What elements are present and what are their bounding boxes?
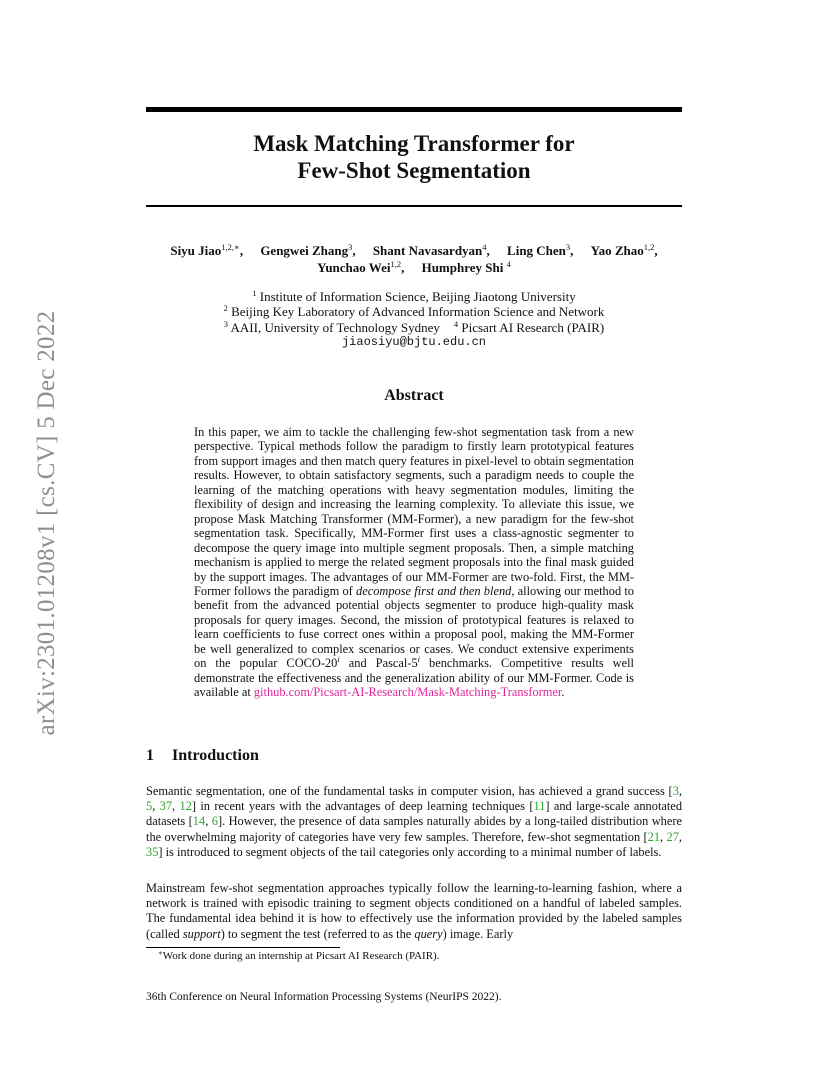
citation-link[interactable]: 6 — [211, 814, 218, 829]
footnote: ∗Work done during an internship at Picsart AI Research (PAIR). — [158, 949, 440, 962]
intro-paragraph-1: Semantic segmentation, one of the fundamental tasks in computer vision, has achieved a grand success [3, 5, 37, 12] in recent years with the advantages of deep learning techniques [11] and large-scale annotated datasets [14, 6]. However, the presence of data samples naturally abides by a long-tailed distribution where the overwhelming majority of categories have very few samples. Therefore, few-shot segmentation [21, 27, 35] is introduced to segment objects of the tail categories only according to a minimal number of labels. — [146, 784, 683, 859]
citation-link[interactable]: 5 — [146, 799, 153, 814]
affiliation: $^2$ Beijing Key Laboratory of Advanced Information Science and Network — [223, 303, 605, 320]
abstract-body: In this paper, we aim to tackle the challenging few-shot segmentation task from a new perspective. Typical methods follow the paradigm to firstly learn prototypical features from support images and then match query features in pixel-level to obtain segmentation results. However, to obtain satisfactory segments, such a paradigm needs to couple the learning of the matching operations with heavy segmentation modules, limiting the flexibility of design and increasing the learning complexity. To alleviate this issue, we propose Mask Matching Transformer (MM-Former), a new paradigm for the few-shot segmentation task. Specifically, MM-Former first uses a class-agnostic segmenter to decompose the query image into multiple segment proposals. Then, a simple matching mechanism is applied to merge the related segment proposals into the final mask guided by the support images. The advantages of our MM-Former are two-fold. First, the MM-Former follows the paradigm of decompose first and then blend, allowing our method to benefit from the advanced potential objects segmenter to produce high-quality mask proposals for query images. Second, the mission of prototypical features is relaxed to learn coefficients to fuse correct ones within a proposal pool, making the MM-Former be well generalized to complex scenarios or cases. We conduct extensive experiments on the popular COCO-20$^i$ and Pascal-5$^i$ benchmarks. Competitive results well demonstrate the effectiveness and the generalization ability of our MM-Former. Code is available at github.com/Picsart-AI-Research/Mask-Matching-Transformer. — [194, 425, 634, 700]
author-list — [150, 242, 678, 276]
affiliation: $^3$ AAII, University of Technology Sydney $^4$ Picsart AI Research (PAIR) — [223, 318, 605, 335]
author: Shant Navasardyan$^4$, — [372, 242, 490, 258]
affiliation: $^1$ Institute of Information Science, Beijing Jiaotong University — [252, 288, 576, 304]
contact-email: jiaosiyu@bjtu.edu.cn — [341, 335, 487, 350]
paper-title — [146, 130, 682, 184]
abstract-heading: Abstract — [384, 387, 444, 404]
author: Yao Zhao$^{1,2}$, — [590, 242, 658, 258]
citation-link[interactable]: 21 — [647, 829, 661, 844]
citation-link[interactable]: 3 — [672, 784, 679, 798]
section-heading-introduction: 1 Introduction — [146, 747, 259, 764]
citation-link[interactable]: 14 — [192, 814, 206, 829]
title-top-rule — [146, 107, 682, 112]
abstract-emphasis: decompose first and then blend — [356, 583, 512, 598]
author: Yunchao Wei$^{1,2}$, — [317, 259, 405, 275]
affiliation-list — [146, 289, 682, 351]
conference-footer: 36th Conference on Neural Information Processing Systems (NeurIPS 2022). — [146, 991, 502, 1003]
footnote-rule — [146, 947, 340, 948]
intro-paragraph-2: Mainstream few-shot segmentation approaches typically follow the learning-to-learning fashion, where a network is trained with episodic training to segment objects conditioned on a handful of labeled samples. The fundamental idea behind it is how to effectively use the information provided by the labeled samples (called support) to segment the test (referred to as the query) image. Early — [146, 881, 682, 941]
author: Gengwei Zhang$^3$, — [260, 242, 356, 258]
citation-link[interactable]: 35 — [146, 844, 159, 859]
title-line-2: Few-Shot Segmentation — [297, 158, 531, 183]
author: Humphrey Shi $^4$ — [421, 259, 511, 275]
citation-link[interactable]: 27 — [666, 829, 679, 844]
citation-link[interactable]: 12 — [179, 799, 192, 814]
arxiv-identifier-sidebar: arXiv:2301.01208v1 [cs.CV] 5 Dec 2022 — [33, 310, 60, 736]
title-bottom-rule — [146, 205, 682, 207]
title-line-1: Mask Matching Transformer for — [253, 131, 575, 156]
author: Siyu Jiao$^{1,2,∗}$, — [170, 242, 244, 258]
citation-link[interactable]: 11 — [533, 799, 546, 814]
author: Ling Chen$^3$, — [507, 242, 574, 258]
code-repository-link[interactable]: github.com/Picsart-AI-Research/Mask-Matching-Transformer — [253, 685, 562, 700]
citation-link[interactable]: 37 — [159, 799, 173, 814]
